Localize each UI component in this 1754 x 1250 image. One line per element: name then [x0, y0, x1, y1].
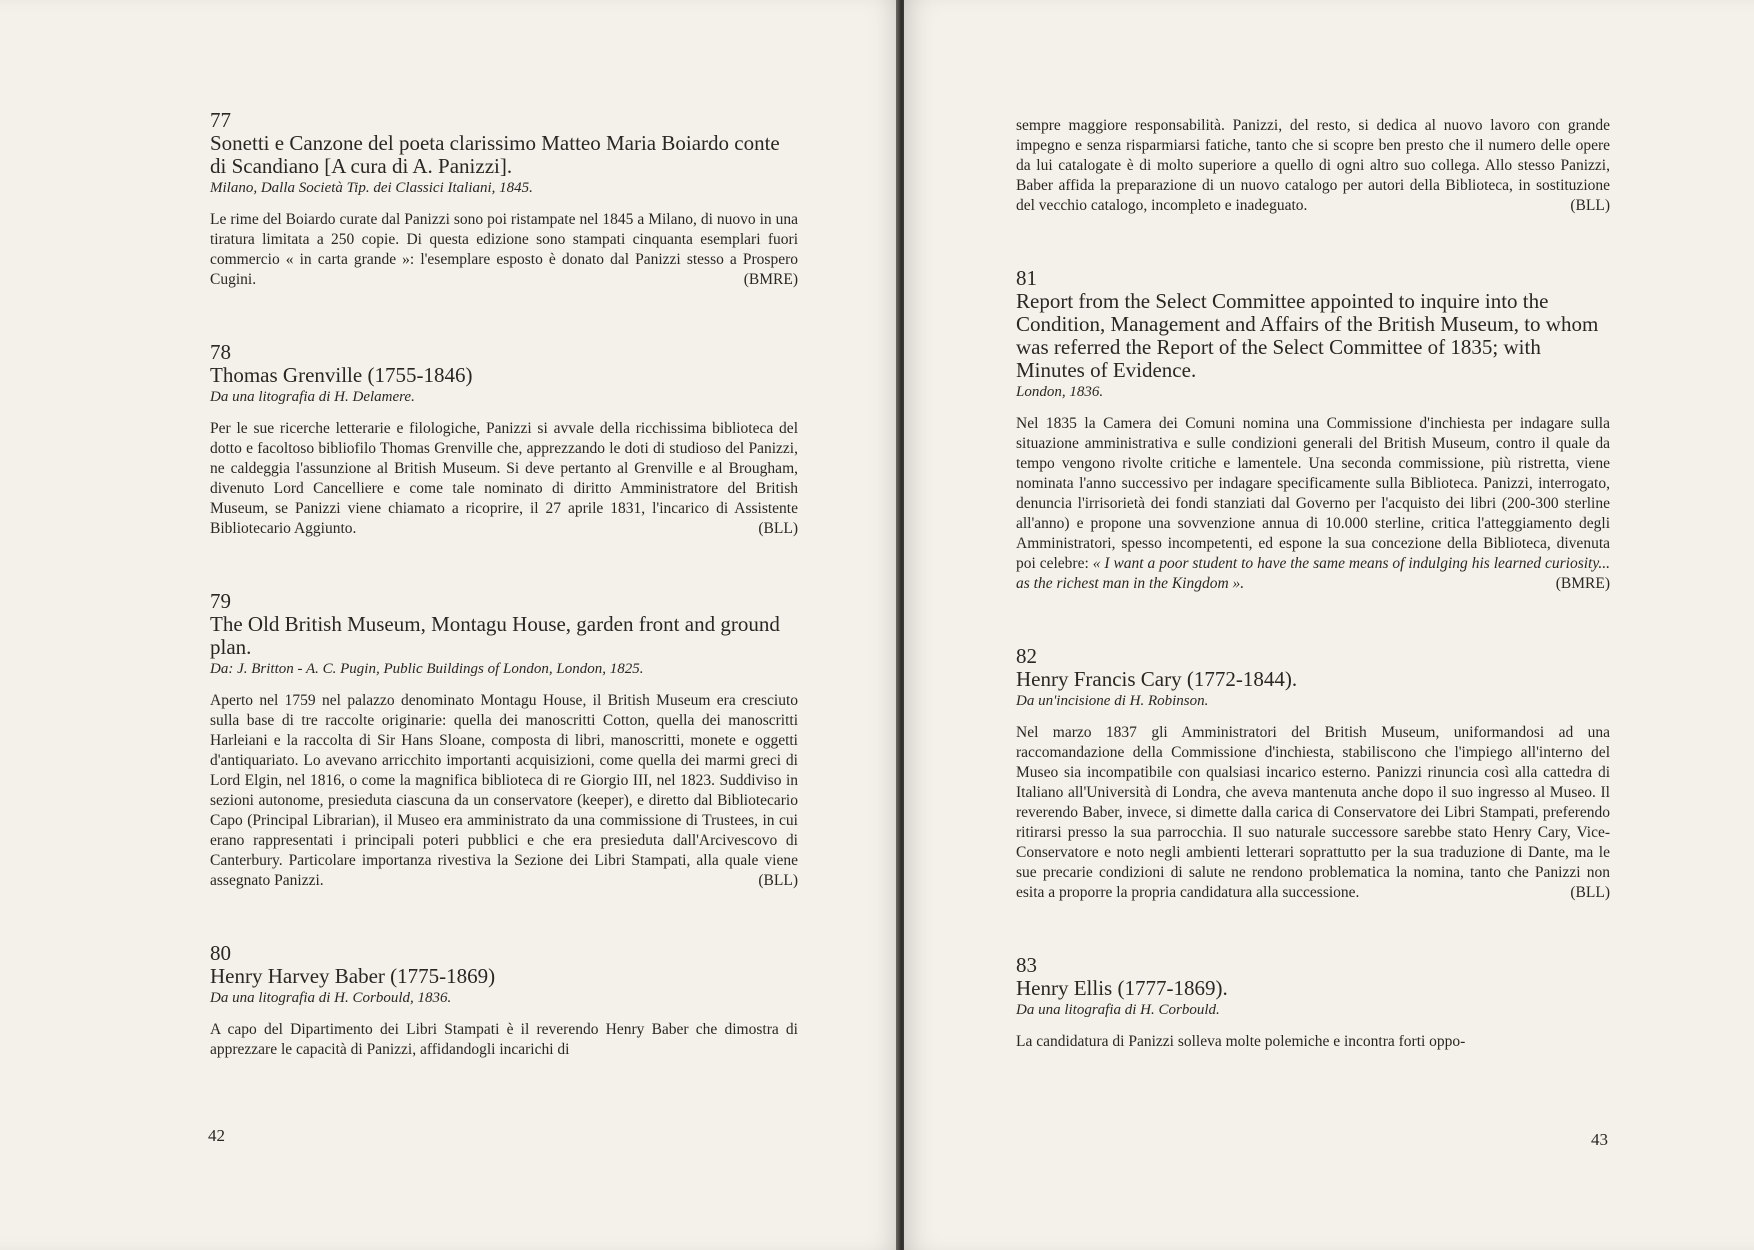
entry-title: Henry Harvey Baber (1775-1869) [210, 964, 496, 988]
entry-body-text: Nel 1835 la Camera dei Comuni nomina una Commissione d'inchiesta per indagare sulla situazione amministrativa e sulle condizioni generali del British Museum, contro il quale da tempo vengono rivolte critiche e lamentele. Una seconda commissione, più ristretta, viene nominata l'anno successivo per indagare specificamente sulla Biblioteca. Panizzi, interrogato, denuncia l'irrisorietà dei fondi stanziati dal Governo per l'acquisto dei libri (200-300 sterline all'anno) e propone una sovvenzione annua di 10.000 sterline, critica l'atteggiamento degli Amministratori, spesso incompetenti, ed espone la sua concezione della Biblioteca, divenuta poi celebre: [1016, 415, 1610, 572]
entry-description [1016, 723, 1610, 903]
entry-number: 77 [210, 108, 231, 132]
entry-body-text: Nel marzo 1837 gli Amministratori del British Museum, uniformandosi ad una raccomandazione della Commissione d'inchiesta, stabiliscono che l'impiego all'interno del Museo sia incompatibile con qualsiasi incarico esterno. Panizzi rinuncia così alla cattedra di Italiano all'Università di Londra, che aveva mantenuta anche dopo il suo ingresso al Museo. Il reverendo Baber, invece, si dimette dalla carica di Conservatore dei Libri Stampati, preferendo ritirarsi presso la sua parrocchia. Il suo naturale successore sarebbe stato Henry Cary, Vice-Conservatore e noto negli ambienti letterari soprattutto per la sua traduzione di Dante, ma le sue precarie condizioni di salute ne rendono problematica la nomina, tanto che Panizzi non esita a proporre la propria candidatura alla successione. [1016, 724, 1610, 901]
entry-description [210, 419, 798, 539]
catalog-entry-78 [210, 340, 798, 539]
entry-body-text: Per le sue ricerche letterarie e filologiche, Panizzi si avvale della ricchissima biblioteca del dotto e facoltoso bibliofilo Thomas Grenville che, apprezzando le doti di studioso del Panizzi, ne caldeggia l'assunzione al British Museum. Si deve pertanto al Grenville e al Brougham, divenuto Lord Cancelliere e come tale nominato di diritto Amministratore del British Museum, se Panizzi viene chiamato a ricoprire, il 27 aprile 1831, l'incarico di Assistente Bibliotecario Aggiunto. [210, 420, 798, 537]
entry-source: London, 1836. [1016, 384, 1104, 400]
entry-body-text: Aperto nel 1759 nel palazzo denominato Montagu House, il British Museum era cresciuto sulla base di tre raccolte originarie: quella dei manoscritti Cotton, quella dei manoscritti Harleiani e la raccolta di Sir Hans Sloane, composta di libri, manoscritti, monete e oggetti d'antiquariato. Lo avevano arricchito importanti acquisizioni, come quella dei marmi greci di Lord Elgin, nel 1816, o come la magnifica biblioteca di re Giorgio III, nel 1823. Suddiviso in sezioni autonome, presieduta ciascuna da un conservatore (keeper), e diretto dal Bibliotecario Capo (Principal Librarian), il Museo era amministrato da una commissione di Trustees, in cui erano rappresentati i principali poteri pubblici e che era presieduta dall'Arcivescovo di Canterbury. Particolare importanza rivestiva la Sezione dei Libri Stampati, alla quale viene assegnato Panizzi. [210, 692, 798, 889]
entry-title: Sonetti e Canzone del poeta clarissimo Matteo Maria Boiardo conte di Scandiano [A cura di A. Panizzi]. [210, 131, 780, 178]
entry-80-continuation [1016, 116, 1610, 216]
entry-source: Da un'incisione di H. Robinson. [1016, 693, 1209, 709]
entry-collection-ref: (BLL) [758, 520, 798, 537]
catalog-entry-81 [1016, 266, 1610, 594]
entry-number: 78 [210, 340, 231, 364]
entry-description [210, 1020, 798, 1060]
page-number: 43 [1591, 1130, 1608, 1149]
right-page-content [1016, 116, 1610, 1102]
page-number: 42 [208, 1126, 225, 1145]
catalog-entry-80 [210, 941, 798, 1060]
entry-number: 82 [1016, 644, 1037, 668]
entry-collection-ref: (BLL) [1570, 197, 1610, 214]
catalog-entry-77 [210, 108, 798, 290]
entry-description [1016, 1032, 1610, 1052]
catalog-entry-83 [1016, 953, 1610, 1052]
entry-collection-ref: (BMRE) [1555, 575, 1610, 592]
entry-title: The Old British Museum, Montagu House, garden front and ground plan. [210, 612, 780, 659]
entry-description [210, 691, 798, 891]
entry-description [1016, 414, 1610, 594]
catalog-entry-79 [210, 589, 798, 891]
entry-body-text: Le rime del Boiardo curate dal Panizzi sono poi ristampate nel 1845 a Milano, di nuovo in una tiratura limitata a 250 copie. Di questa edizione sono stampati cinquanta esemplari fuori commercio « in carta grande »: l'esemplare esposto è donato dal Panizzi stesso a Prospero Cugini. [210, 211, 798, 288]
entry-number: 81 [1016, 266, 1037, 290]
entry-number: 83 [1016, 953, 1037, 977]
right-page [904, 0, 1754, 1250]
entry-number: 80 [210, 941, 231, 965]
entry-source: Da una litografia di H. Delamere. [210, 389, 415, 405]
entry-source: Da: J. Britton - A. C. Pugin, Public Buildings of London, London, 1825. [210, 661, 644, 677]
catalog-entry-82 [1016, 644, 1610, 903]
entry-quote: « I want a poor student to have the same means of indulging his learned curiosity... as the richest man in the Kingdom ». [1016, 555, 1611, 592]
entry-collection-ref: (BMRE) [743, 271, 798, 288]
entry-number: 79 [210, 589, 231, 613]
left-page-content [210, 108, 798, 1110]
entry-body-text: sempre maggiore responsabilità. Panizzi, del resto, si dedica al nuovo lavoro con grande impegno e senza risparmiarsi fatiche, tanto che si scopre ben presto che il numero delle opere da lui catalogate è di molto superiore a quello di ogni altro suo collega. Allo stesso Panizzi, Baber affida la preparazione di un nuovo catalogo per autori della Biblioteca, in sostituzione del vecchio catalogo, incompleto e inadeguato. [1016, 117, 1610, 214]
entry-body-text: A capo del Dipartimento dei Libri Stampati è il reverendo Henry Baber che dimostra di apprezzare le capacità di Panizzi, affidandogli incarichi di [210, 1021, 798, 1058]
entry-body-text: La candidatura di Panizzi solleva molte polemiche e incontra forti oppo- [1016, 1033, 1466, 1050]
entry-source: Da una litografia di H. Corbould. [1016, 1002, 1220, 1018]
entry-collection-ref: (BLL) [1570, 884, 1610, 901]
entry-source: Milano, Dalla Società Tip. dei Classici Italiani, 1845. [210, 180, 533, 196]
entry-title: Henry Ellis (1777-1869). [1016, 976, 1228, 1000]
entry-description [210, 210, 798, 290]
entry-title: Report from the Select Committee appointed to inquire into the Condition, Management and Affairs of the British Museum, to whom was referred the Report of the Select Committee of 1835; with Minutes of Evidence. [1016, 289, 1599, 382]
entry-source: Da una litografia di H. Corbould, 1836. [210, 990, 452, 1006]
entry-title: Thomas Grenville (1755-1846) [210, 363, 473, 387]
entry-title: Henry Francis Cary (1772-1844). [1016, 667, 1298, 691]
entry-collection-ref: (BLL) [758, 872, 798, 889]
